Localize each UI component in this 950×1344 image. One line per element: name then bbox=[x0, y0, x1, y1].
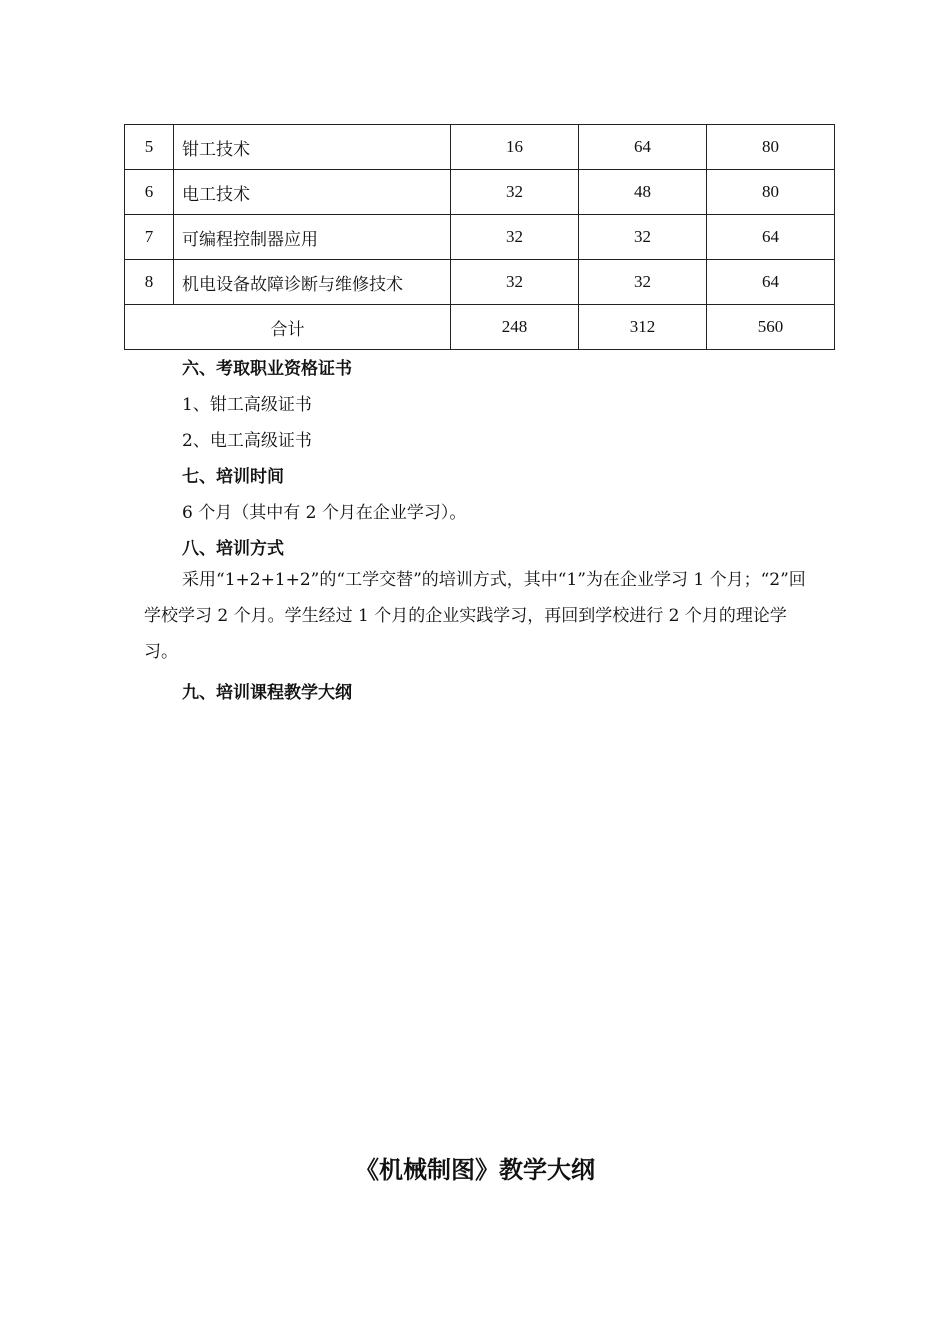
total-label: 合计 bbox=[125, 305, 451, 350]
training-method-text: 采用“1+2+1+2”的“工学交替”的培训方式，其中“1”为在企业学习 1 个月；“2”回学校学习 2 个月。学生经过 1 个月的企业实践学习，再回到学校进行 2 个月的理论学习。 bbox=[144, 570, 806, 662]
total-cell: 248 bbox=[451, 305, 579, 350]
course-name: 电工技术 bbox=[174, 170, 451, 215]
hours-cell: 32 bbox=[579, 260, 707, 305]
hours-cell: 64 bbox=[579, 125, 707, 170]
hours-cell: 48 bbox=[579, 170, 707, 215]
table-row bbox=[125, 125, 835, 170]
section-heading: 九、培训课程教学大纲 bbox=[182, 683, 352, 703]
certificate-item: 1、钳工高级证书 bbox=[182, 395, 312, 415]
table-row bbox=[125, 215, 835, 260]
section-heading: 六、考取职业资格证书 bbox=[182, 359, 352, 379]
hours-cell: 80 bbox=[707, 125, 835, 170]
hours-cell: 32 bbox=[451, 170, 579, 215]
total-cell: 560 bbox=[707, 305, 835, 350]
row-number: 8 bbox=[125, 260, 174, 305]
table-row bbox=[125, 260, 835, 305]
training-time-text: 6 个月（其中有 2 个月在企业学习）。 bbox=[182, 503, 467, 523]
row-number: 5 bbox=[125, 125, 174, 170]
training-method-paragraph bbox=[144, 562, 814, 670]
document-title: 《机械制图》教学大纲 bbox=[355, 1156, 595, 1184]
hours-cell: 64 bbox=[707, 260, 835, 305]
hours-cell: 16 bbox=[451, 125, 579, 170]
hours-cell: 32 bbox=[451, 260, 579, 305]
hours-cell: 32 bbox=[451, 215, 579, 260]
section-heading: 七、培训时间 bbox=[182, 467, 284, 487]
course-name: 钳工技术 bbox=[174, 125, 451, 170]
row-number: 7 bbox=[125, 215, 174, 260]
course-name: 可编程控制器应用 bbox=[174, 215, 451, 260]
course-hours-table bbox=[124, 124, 835, 350]
row-number: 6 bbox=[125, 170, 174, 215]
total-cell: 312 bbox=[579, 305, 707, 350]
hours-cell: 80 bbox=[707, 170, 835, 215]
hours-cell: 32 bbox=[579, 215, 707, 260]
hours-cell: 64 bbox=[707, 215, 835, 260]
section-heading: 八、培训方式 bbox=[182, 539, 284, 559]
certificate-item: 2、电工高级证书 bbox=[182, 431, 312, 451]
table-row bbox=[125, 170, 835, 215]
course-name: 机电设备故障诊断与维修技术 bbox=[174, 260, 451, 305]
table-total-row bbox=[125, 305, 835, 350]
